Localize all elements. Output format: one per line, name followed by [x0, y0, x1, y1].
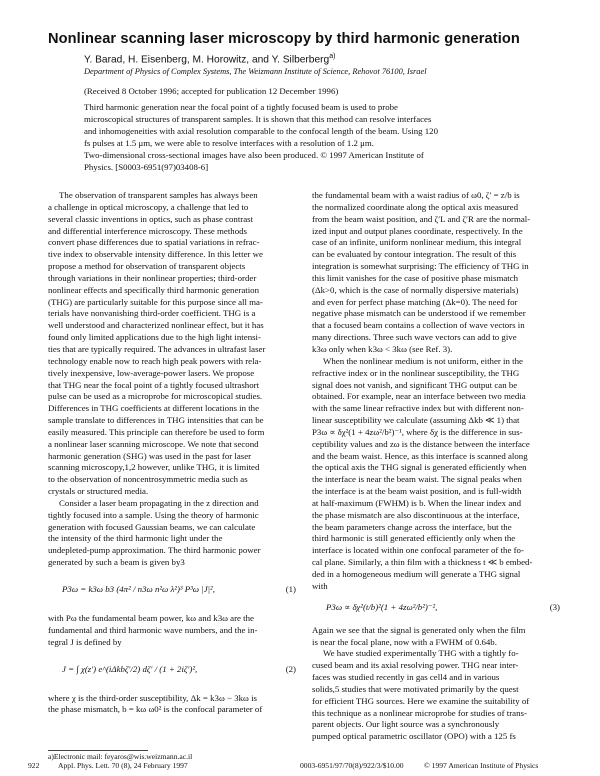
text-line: that THG near the focal point of a tightly focused ultrashort [48, 379, 260, 390]
abstract-line: microscopical structures of transparent samples. It is shown that this method can resolve interfaces [84, 114, 432, 124]
text-line: that a focused beam contains a collection of wave vectors in [312, 320, 525, 331]
text-line: with Pω the fundamental beam power, kω and k3ω are the [48, 613, 254, 623]
paper-title: Nonlinear scanning laser microscopy by third harmonic generation [48, 31, 520, 47]
text-line: can be evaluated by contour integration. The result of this [312, 249, 517, 260]
text-line: faces was studied recently in gas cell4 and in various [312, 672, 500, 683]
equation-2-number: (2) [285, 663, 296, 674]
text-line: interface is located within one confocal parameter of the fo- [312, 545, 524, 556]
text-line: where χ is the third-order susceptibility, Δk = k3ω − 3kω is [48, 692, 257, 703]
text-line: generation with focused Gaussian beams, we can calculate [48, 521, 256, 532]
text-line: well understood and characterized nonlinear effect, but it has [48, 320, 264, 331]
equation-2 [48, 651, 300, 691]
abstract-line: Third harmonic generation near the focal point of a tightly focused beam is used to probe [84, 102, 398, 112]
equation-1-number: (1) [285, 584, 296, 594]
abstract-line: Physics. [S0003-6951(97)03408-6] [84, 162, 209, 172]
author-footnote-mark: a) [329, 53, 336, 60]
affiliation: Department of Physics of Complex Systems, The Weizmann Institute of Science, Rehovot 76100, Israel [84, 67, 427, 76]
text-line: this technique as a nonlinear microprobe for studies of trans- [312, 707, 527, 718]
journal-citation: Appl. Phys. Lett. 70 (8), 24 February 1997 [58, 761, 188, 770]
text-line: tegral J is defined by [48, 636, 122, 647]
abstract-line: Two-dimensional cross-sectional images have also been produced. © 1997 American Institute of [84, 150, 424, 160]
text-line: solids,5 studies that were motivated primarily by the quest [312, 683, 519, 694]
paragraph-theory [48, 498, 300, 569]
text-line: Differences in THG coefficients at different locations in the [48, 403, 260, 414]
text-line: P3ω ∝ δχ²(1 + 4zω²/b²)⁻¹, where δχ is the difference in sus- [312, 426, 523, 437]
paragraph-symbols [48, 693, 300, 717]
text-line: integration is somewhat surprising: The efficiency of THG in [312, 261, 529, 272]
text-line: technology enable now to reach high peak powers with rela- [48, 355, 262, 366]
text-line: the optical axis the THG signal is generated efficiently when [312, 462, 527, 473]
text-line: The observation of transparent samples has always been [59, 190, 258, 200]
text-line: for efficient THG sources. Here we examine the suitability of [312, 695, 530, 706]
text-line: obtained. For example, near an interface between two media [312, 391, 526, 402]
text-line: tightly focused into a sample. Using the theory of harmonic [48, 509, 259, 520]
text-line: third harmonic is still generated efficiently only when the [312, 533, 516, 544]
text-line: the normalized coordinate along the optical axis measured [312, 201, 519, 212]
text-line: (Δk>0, which is the case of normally dispersive materials) [312, 284, 519, 295]
text-line: the intensity of the third harmonic light under the [48, 533, 223, 544]
text-line: to the observation of noncentrosymmetric media such as [48, 474, 248, 485]
text-line: scanning microscopy,1,2 however, unlike THG, it is limited [48, 462, 260, 473]
abstract-line: and inhomogeneities with axial resolution comparable to the confocal length of the beam. Using 120 [84, 126, 438, 136]
text-line: with the same linear refractive index but with different non- [312, 403, 524, 414]
text-line: a nonlinear laser scanning microscope. We note that second [48, 438, 259, 449]
text-line: from the beam waist position, and ζ′L and ζ′R are the normal- [312, 213, 531, 224]
page-number: 922 [28, 761, 40, 770]
text-line: ded in a homogeneous medium will generate a THG signal [312, 569, 521, 579]
text-line: pumped optical parametric oscillator (OPO) with a 125 fs [312, 731, 516, 742]
text-line: through variations in their nonlinear properties; third-order [48, 272, 257, 283]
equation-3-expression: P3ω ∝ δχ²(t/b)²(1 + 4zω²/b²)⁻², [326, 601, 438, 612]
received-date: (Received 8 October 1996; accepted for publication 12 December 1996) [84, 86, 339, 96]
authors-text: Y. Barad, H. Eisenberg, M. Horowitz, and Y. Silberberg [84, 54, 330, 66]
text-line: crystals or structured media. [48, 486, 149, 497]
text-line: (THG) are particularly suitable for this purpose since all ma- [48, 296, 263, 307]
paragraph-definitions [48, 613, 300, 649]
text-line: Consider a laser beam propagating in the z direction and [59, 497, 259, 508]
text-line: When the nonlinear medium is not uniform, either in the [323, 355, 523, 366]
text-line: We have studied experimentally THG with a tightly fo- [323, 648, 519, 659]
text-line: generated by such a beam is given by3 [48, 557, 185, 568]
text-line: ized input and output planes coordinate, respectively. In the [312, 225, 523, 236]
text-line: convert phase differences due to spatial variations in refrac- [48, 237, 260, 248]
abstract-line: fs pulses at 1.5 μm, we were able to resolve interfaces with a resolution of 1.2 μm. [84, 138, 374, 148]
text-line: tive index to observable intensity difference. In this letter we [48, 249, 263, 260]
text-line: several classic inventions in optics, such as phase contrast [48, 213, 254, 224]
text-line: and even for perfect phase matching (Δk=0). The need for [312, 296, 518, 307]
text-line: signal does not vanish, and significant THG output can be [312, 379, 518, 390]
text-line: and the beam waist. Hence, as this interface is scanned along [312, 450, 528, 461]
text-line: parent objects. Our light source was a synchronously [312, 719, 500, 730]
text-line: ties that are typically required. The advances in ultrafast laser [48, 343, 266, 354]
text-line: at half-maximum (FWHM) is b. When the linear index and [312, 497, 522, 508]
text-line: this limit vanishes for the case of positive phase mismatch [312, 272, 519, 283]
text-line: a challenge in optical microscopy, a challenge that led to [48, 201, 249, 212]
text-line: fundamental and third harmonic wave numbers, and the in- [48, 624, 258, 635]
text-line: k3ω only when k3ω < 3kω (see Ref. 3). [312, 343, 453, 354]
author-list [84, 53, 335, 65]
text-line: many directions. Three such wave vectors can add to give [312, 332, 517, 343]
text-line: the interface is at the beam waist position, and is full-width [312, 486, 522, 497]
paragraph-nonuniform [312, 356, 564, 593]
article-code: 0003-6951/97/70(8)/922/3/$10.00 [300, 761, 404, 770]
text-line: is near the focal plane, now with a FWHM of 0.64b. [312, 636, 497, 647]
text-line: with [312, 580, 328, 591]
right-column [312, 190, 564, 743]
text-line: case of an infinite, uniform nonlinear medium, this integral [312, 237, 522, 248]
copyright-notice: © 1997 American Institute of Physics [424, 761, 539, 770]
equation-2-expression: J = ∫ χ(z′) e^(iΔkbζ′/2) dζ′ / (1 + 2iζ′)², [62, 663, 198, 674]
text-line: negative phase mismatch can be understood if we remember [312, 308, 526, 319]
text-line: undepleted-pump approximation. The third harmonic power [48, 545, 261, 556]
text-line: cused beam and its axial resolving power. THG near inter- [312, 660, 519, 671]
equation-3 [312, 595, 564, 623]
text-line: the phase mismatch are also discontinuous at the interface, [312, 509, 520, 520]
text-line: linear susceptibility we calculate (assuming Δkb ≪ 1) that [312, 415, 520, 426]
paragraph-continued [312, 190, 564, 356]
text-line: terials have nonvanishing third-order coefficient. THG is a [48, 308, 256, 319]
footnote-email: a)Electronic mail: feyaros@wis.weizmann.ac.il [48, 752, 193, 761]
text-line: cal plane. Similarly, a thin film with a thickness t ≪ b embed- [312, 557, 533, 568]
paragraph-film [312, 625, 564, 649]
left-column [48, 190, 300, 716]
text-line: propose a method for observation of transparent objects [48, 261, 246, 272]
footnote-rule [48, 750, 148, 751]
text-line: harmonic generation (SHG) was used in the past for laser [48, 450, 252, 461]
paragraph-experiment [312, 648, 564, 743]
text-line: the fundamental beam with a waist radius of ω0, ζ′ = z/b is [312, 190, 520, 200]
text-line: ceptibility values and zω is the distance between the interface [312, 438, 530, 449]
text-line: Again we see that the signal is generated only when the film [312, 624, 526, 635]
text-line: sample translate to differences in THG intensities that can be [48, 415, 264, 426]
text-line: the beam parameters change across the interface, but the [312, 521, 512, 532]
text-line: refractive index or in the nonlinear susceptibility, the THG [312, 367, 520, 378]
text-line: pulse can be used as a microprobe for microscopical studies. [48, 391, 263, 402]
text-line: tively inexpensive, low-average-power lasers. We propose [48, 367, 255, 378]
text-line: and differential interference microscopy. These methods [48, 225, 247, 236]
equation-1-expression: P3ω = k3ω b3 (4π² / n3ω n²ω λ²)³ P³ω |J|², [62, 584, 215, 594]
abstract [84, 101, 552, 173]
paragraph-intro [48, 190, 300, 498]
equation-1 [48, 571, 300, 611]
text-line: the phase mismatch, b = kω ω0² is the confocal parameter of [48, 704, 263, 715]
equation-3-number: (3) [549, 601, 560, 612]
text-line: nonlinear effects and specifically third harmonic generation [48, 284, 260, 295]
text-line: easily measured. This principle can therefore be used to form [48, 426, 265, 437]
text-line: found only limited applications due to the high light intensi- [48, 332, 261, 343]
text-line: the interface is near the beam waist. The signal peaks when [312, 474, 522, 485]
